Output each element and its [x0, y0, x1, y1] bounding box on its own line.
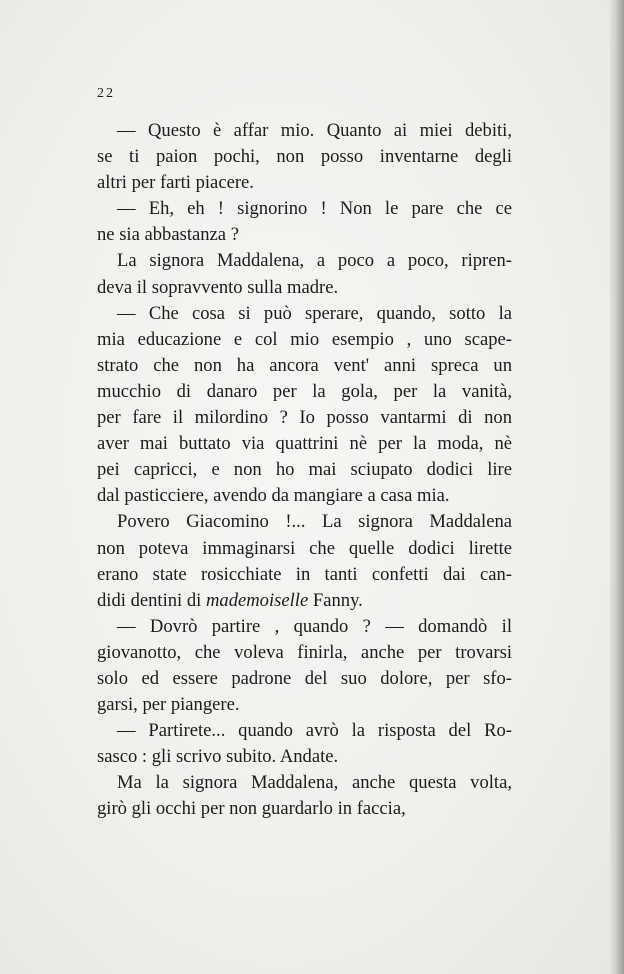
text-line: per fare il milordino ? Io posso vantarmi di non	[97, 407, 512, 429]
text-segment: Fanny.	[308, 589, 363, 611]
text-line: mia educazione e col mio esempio , uno scape-	[97, 328, 512, 350]
text-line: — Dovrò partire , quando ? — domandò il	[117, 615, 512, 637]
text-line: deva il sopravvento sulla madre.	[97, 276, 339, 298]
text-line: — Questo è affar mio. Quanto ai miei debiti,	[117, 120, 512, 141]
text-line: ne sia abbastanza ?	[97, 224, 239, 246]
text-line: Ma la signora Maddalena, anche questa volta,	[117, 772, 512, 794]
text-line: — Che cosa si può sperare, quando, sotto la	[117, 302, 512, 324]
text-line: — Partirete... quando avrò la risposta del Ro-	[117, 720, 512, 742]
text-line: strato che non ha ancora vent' anni spreca un	[97, 354, 512, 376]
text-line: se ti paion pochi, non posso inventarne degli	[97, 146, 512, 168]
text-line: mucchio di danaro per la gola, per la vanità,	[97, 380, 512, 402]
text-line: La signora Maddalena, a poco a poco, ripren-	[117, 250, 512, 272]
text-line: Povero Giacomino !... La signora Maddalena	[117, 511, 512, 533]
text-line: non poteva immaginarsi che quelle dodici lirette	[97, 537, 512, 559]
text-line: sasco : gli scrivo subito. Andate.	[97, 746, 339, 768]
text-segment: didi dentini di	[97, 589, 206, 611]
body-text	[97, 118, 512, 823]
text-line: garsi, per piangere.	[97, 694, 240, 716]
text-line: aver mai buttato via quattrini nè per la moda, nè	[97, 433, 512, 455]
text-line: giovanotto, che voleva finirla, anche per trovarsi	[97, 641, 512, 663]
text-line: solo ed essere padrone del suo dolore, per sfo-	[97, 667, 512, 689]
text-line: girò gli occhi per non guardarlo in faccia,	[97, 798, 406, 820]
text-line: dal pasticciere, avendo da mangiare a casa mia.	[97, 485, 450, 507]
text-line: — Eh, eh ! signorino ! Non le pare che ce	[117, 198, 512, 220]
page-number: 22	[97, 86, 115, 101]
text-line: pei capricci, e non ho mai sciupato dodici lire	[97, 459, 512, 481]
page-edge-shadow	[610, 0, 624, 974]
text-line: erano state rosicchiate in tanti confetti dai can-	[97, 563, 512, 585]
text-line: altri per farti piacere.	[97, 172, 254, 194]
italic-text: mademoiselle	[205, 589, 309, 611]
text-line	[97, 588, 512, 614]
